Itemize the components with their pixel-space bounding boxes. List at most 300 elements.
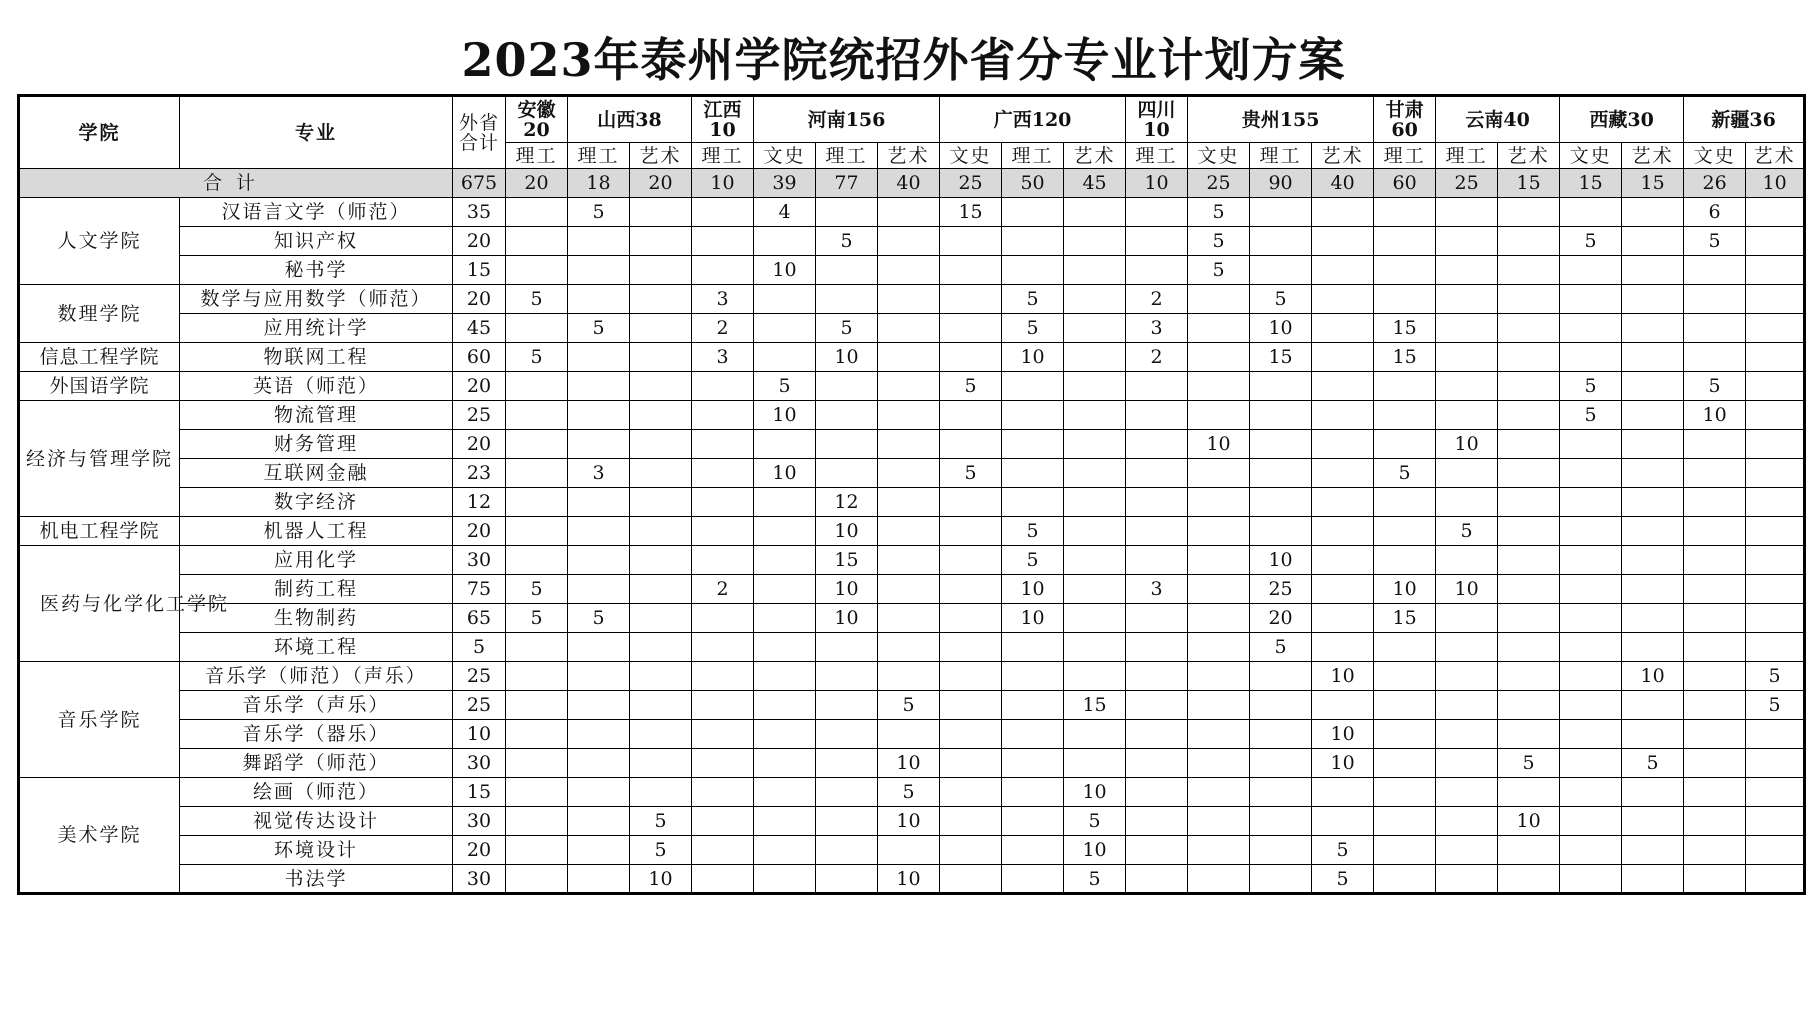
value-cell: 5 [1560, 227, 1622, 256]
value-cell [1436, 836, 1498, 865]
table-row [19, 198, 1805, 227]
value-cell [1312, 256, 1374, 285]
value-cell [692, 546, 754, 575]
total-cell: 15 [1498, 169, 1560, 198]
table-row [19, 546, 1805, 575]
value-cell [1684, 749, 1746, 778]
value-cell [1622, 720, 1684, 749]
value-cell [1746, 401, 1805, 430]
value-cell [1622, 256, 1684, 285]
value-cell [1560, 459, 1622, 488]
major-cell: 音乐学（器乐） [180, 720, 453, 749]
value-cell [692, 691, 754, 720]
value-cell [1622, 836, 1684, 865]
value-cell: 3 [1126, 575, 1188, 604]
subject-header: 理工 [1436, 143, 1498, 169]
value-cell [1188, 285, 1250, 314]
value-cell [692, 633, 754, 662]
value-cell [1746, 778, 1805, 807]
value-cell [692, 459, 754, 488]
value-cell [568, 430, 630, 459]
value-cell: 10 [754, 401, 816, 430]
value-cell [1560, 517, 1622, 546]
value-cell [568, 227, 630, 256]
value-cell: 5 [878, 691, 940, 720]
value-cell [754, 720, 816, 749]
value-cell [1312, 575, 1374, 604]
value-cell [1436, 720, 1498, 749]
college-cell: 信息工程学院 [19, 343, 180, 372]
value-cell [1746, 604, 1805, 633]
value-cell [568, 633, 630, 662]
table-row [19, 488, 1805, 517]
value-cell [1498, 836, 1560, 865]
value-cell [1622, 546, 1684, 575]
value-cell [1746, 575, 1805, 604]
value-cell [692, 256, 754, 285]
province-name: 四川 [1137, 98, 1176, 121]
province-header [940, 96, 1126, 143]
value-cell [754, 604, 816, 633]
value-cell [940, 604, 1002, 633]
table-row [19, 720, 1805, 749]
value-cell [940, 865, 1002, 894]
value-cell [1684, 546, 1746, 575]
value-cell: 5 [940, 459, 1002, 488]
value-cell [1188, 836, 1250, 865]
value-cell: 5 [1312, 836, 1374, 865]
value-cell: 5 [1250, 633, 1312, 662]
value-cell [816, 401, 878, 430]
value-cell [1560, 836, 1622, 865]
value-cell [754, 575, 816, 604]
value-cell: 12 [816, 488, 878, 517]
value-cell [940, 778, 1002, 807]
value-cell: 25 [453, 662, 506, 691]
value-cell [1684, 720, 1746, 749]
value-cell [1126, 430, 1188, 459]
value-cell [630, 401, 692, 430]
value-cell [1250, 198, 1312, 227]
value-cell [754, 807, 816, 836]
value-cell [1622, 227, 1684, 256]
value-cell [940, 343, 1002, 372]
value-cell [1188, 546, 1250, 575]
value-cell [506, 459, 568, 488]
value-cell [1746, 459, 1805, 488]
value-cell [568, 285, 630, 314]
value-cell [1746, 633, 1805, 662]
value-cell [1312, 633, 1374, 662]
major-cell: 应用统计学 [180, 314, 453, 343]
value-cell [1250, 517, 1312, 546]
value-cell [1560, 256, 1622, 285]
value-cell [630, 343, 692, 372]
value-cell [1498, 314, 1560, 343]
value-cell [754, 343, 816, 372]
value-cell: 25 [1250, 575, 1312, 604]
value-cell: 15 [816, 546, 878, 575]
value-cell: 5 [1002, 314, 1064, 343]
value-cell [1374, 401, 1436, 430]
value-cell: 15 [1064, 691, 1126, 720]
table-row [19, 227, 1805, 256]
value-cell [506, 691, 568, 720]
value-cell [692, 430, 754, 459]
value-cell [1250, 749, 1312, 778]
value-cell [816, 633, 878, 662]
value-cell: 5 [453, 633, 506, 662]
value-cell [1746, 749, 1805, 778]
value-cell [1622, 517, 1684, 546]
value-cell [1002, 720, 1064, 749]
value-cell [1560, 546, 1622, 575]
province-count: 156 [845, 108, 886, 131]
value-cell [568, 372, 630, 401]
value-cell [1684, 778, 1746, 807]
value-cell [754, 285, 816, 314]
province-name: 西藏 [1589, 108, 1628, 131]
value-cell: 10 [1250, 546, 1312, 575]
value-cell [1126, 778, 1188, 807]
value-cell [1126, 633, 1188, 662]
value-cell [1374, 691, 1436, 720]
value-cell [1746, 227, 1805, 256]
value-cell [1312, 198, 1374, 227]
value-cell: 10 [1002, 575, 1064, 604]
value-cell [1746, 720, 1805, 749]
major-cell: 物联网工程 [180, 343, 453, 372]
value-cell: 20 [453, 430, 506, 459]
subject-header: 理工 [1374, 143, 1436, 169]
value-cell: 10 [1312, 662, 1374, 691]
value-cell [940, 517, 1002, 546]
subject-header: 理工 [816, 143, 878, 169]
value-cell [1002, 198, 1064, 227]
value-cell [1746, 807, 1805, 836]
value-cell [1188, 749, 1250, 778]
value-cell: 10 [630, 865, 692, 894]
value-cell [878, 662, 940, 691]
value-cell [940, 546, 1002, 575]
table-row [19, 836, 1805, 865]
value-cell [940, 488, 1002, 517]
value-cell [630, 633, 692, 662]
value-cell [1002, 227, 1064, 256]
value-cell [940, 662, 1002, 691]
value-cell [1064, 488, 1126, 517]
value-cell: 5 [1560, 401, 1622, 430]
value-cell [1002, 662, 1064, 691]
value-cell [506, 807, 568, 836]
total-cell: 26 [1684, 169, 1746, 198]
value-cell [1002, 865, 1064, 894]
value-cell [754, 517, 816, 546]
value-cell [1498, 575, 1560, 604]
value-cell [1436, 488, 1498, 517]
value-cell: 20 [453, 836, 506, 865]
major-cell: 音乐学（师范）（声乐） [180, 662, 453, 691]
value-cell [1312, 372, 1374, 401]
value-cell [692, 778, 754, 807]
value-cell [1436, 604, 1498, 633]
value-cell [1188, 807, 1250, 836]
value-cell [506, 720, 568, 749]
value-cell [630, 604, 692, 633]
major-cell: 舞蹈学（师范） [180, 749, 453, 778]
province-header [1374, 96, 1436, 143]
value-cell [1560, 198, 1622, 227]
province-count: 10 [709, 118, 736, 141]
subject-header: 艺术 [1498, 143, 1560, 169]
value-cell [568, 807, 630, 836]
value-cell [1622, 633, 1684, 662]
table-row [19, 691, 1805, 720]
value-cell [568, 691, 630, 720]
value-cell: 10 [1250, 314, 1312, 343]
value-cell [1374, 517, 1436, 546]
value-cell [816, 372, 878, 401]
value-cell [1746, 372, 1805, 401]
value-cell [1684, 604, 1746, 633]
value-cell: 10 [878, 807, 940, 836]
province-count: 40 [1503, 108, 1530, 131]
value-cell [1250, 691, 1312, 720]
value-cell [1684, 285, 1746, 314]
value-cell [1560, 604, 1622, 633]
total-cell: 60 [1374, 169, 1436, 198]
table-row [19, 517, 1805, 546]
value-cell [1560, 720, 1622, 749]
value-cell [1374, 633, 1436, 662]
value-cell [1498, 691, 1560, 720]
value-cell: 5 [1560, 372, 1622, 401]
value-cell [878, 546, 940, 575]
value-cell: 5 [878, 778, 940, 807]
value-cell [1188, 488, 1250, 517]
value-cell: 10 [1312, 720, 1374, 749]
value-cell [1374, 488, 1436, 517]
value-cell [630, 691, 692, 720]
value-cell [1250, 720, 1312, 749]
value-cell: 2 [692, 575, 754, 604]
value-cell [1622, 575, 1684, 604]
value-cell [506, 749, 568, 778]
value-cell [1188, 865, 1250, 894]
value-cell [1560, 865, 1622, 894]
value-cell [878, 604, 940, 633]
value-cell [1684, 865, 1746, 894]
major-cell: 物流管理 [180, 401, 453, 430]
total-cell: 50 [1002, 169, 1064, 198]
province-count: 10 [1143, 118, 1170, 141]
plan-table [17, 94, 1806, 895]
value-cell [568, 488, 630, 517]
value-cell: 20 [453, 227, 506, 256]
value-cell: 20 [453, 372, 506, 401]
major-cell: 绘画（师范） [180, 778, 453, 807]
value-cell [1002, 778, 1064, 807]
province-name: 甘肃 [1385, 98, 1424, 121]
value-cell [1064, 256, 1126, 285]
value-cell [630, 430, 692, 459]
value-cell [1374, 198, 1436, 227]
value-cell [1622, 430, 1684, 459]
value-cell [1374, 372, 1436, 401]
value-cell: 10 [1002, 604, 1064, 633]
value-cell [692, 517, 754, 546]
value-cell [1064, 372, 1126, 401]
value-cell: 20 [453, 285, 506, 314]
value-cell [1622, 198, 1684, 227]
province-name: 贵州 [1241, 108, 1280, 131]
value-cell [692, 749, 754, 778]
value-cell [1622, 488, 1684, 517]
value-cell: 5 [506, 575, 568, 604]
value-cell [940, 430, 1002, 459]
value-cell [1312, 778, 1374, 807]
value-cell [878, 459, 940, 488]
value-cell [1684, 633, 1746, 662]
college-cell: 机电工程学院 [19, 517, 180, 546]
value-cell [1436, 546, 1498, 575]
value-cell [1684, 517, 1746, 546]
value-cell [1064, 546, 1126, 575]
value-cell: 15 [1250, 343, 1312, 372]
value-cell [630, 314, 692, 343]
value-cell [1250, 256, 1312, 285]
value-cell: 10 [1436, 430, 1498, 459]
value-cell [878, 314, 940, 343]
value-cell [1188, 575, 1250, 604]
header-total: 外省合计 [453, 96, 506, 169]
value-cell: 5 [816, 314, 878, 343]
value-cell [878, 401, 940, 430]
province-count: 155 [1279, 108, 1320, 131]
value-cell [816, 430, 878, 459]
value-cell [1560, 633, 1622, 662]
value-cell [940, 633, 1002, 662]
value-cell [1064, 749, 1126, 778]
value-cell [568, 662, 630, 691]
value-cell [506, 401, 568, 430]
major-cell: 知识产权 [180, 227, 453, 256]
subject-header: 文史 [754, 143, 816, 169]
value-cell: 5 [568, 604, 630, 633]
subject-header: 文史 [1684, 143, 1746, 169]
value-cell: 65 [453, 604, 506, 633]
value-cell [1436, 343, 1498, 372]
value-cell [1312, 430, 1374, 459]
value-cell [1126, 256, 1188, 285]
province-count: 120 [1031, 108, 1072, 131]
value-cell [940, 256, 1002, 285]
value-cell [878, 836, 940, 865]
value-cell [692, 807, 754, 836]
major-cell: 财务管理 [180, 430, 453, 459]
province-name: 河南 [807, 108, 846, 131]
value-cell [630, 372, 692, 401]
value-cell [1126, 198, 1188, 227]
value-cell [754, 430, 816, 459]
total-cell: 20 [630, 169, 692, 198]
value-cell [878, 633, 940, 662]
value-cell [1250, 488, 1312, 517]
table-row [19, 372, 1805, 401]
value-cell: 10 [1312, 749, 1374, 778]
value-cell [1374, 865, 1436, 894]
subject-header: 艺术 [1746, 143, 1805, 169]
value-cell [692, 198, 754, 227]
table-row [19, 285, 1805, 314]
major-cell: 机器人工程 [180, 517, 453, 546]
major-cell: 互联网金融 [180, 459, 453, 488]
value-cell [1560, 807, 1622, 836]
value-cell [1436, 662, 1498, 691]
subject-header: 文史 [940, 143, 1002, 169]
value-cell [1374, 430, 1436, 459]
value-cell [940, 285, 1002, 314]
value-cell: 10 [1684, 401, 1746, 430]
value-cell [878, 517, 940, 546]
value-cell: 5 [568, 198, 630, 227]
total-cell: 10 [1126, 169, 1188, 198]
header-college: 学院 [19, 96, 180, 169]
value-cell [940, 575, 1002, 604]
subject-header: 理工 [1250, 143, 1312, 169]
value-cell [1188, 517, 1250, 546]
subject-header: 艺术 [878, 143, 940, 169]
value-cell: 5 [506, 604, 568, 633]
subject-header: 理工 [506, 143, 568, 169]
province-header [692, 96, 754, 143]
province-header [754, 96, 940, 143]
college-cell: 音乐学院 [19, 662, 180, 778]
value-cell [1746, 546, 1805, 575]
value-cell [568, 720, 630, 749]
value-cell: 5 [1622, 749, 1684, 778]
value-cell [568, 256, 630, 285]
table-row [19, 633, 1805, 662]
value-cell [940, 720, 1002, 749]
total-cell: 675 [453, 169, 506, 198]
college-cell: 数理学院 [19, 285, 180, 343]
value-cell [1436, 691, 1498, 720]
value-cell [1374, 662, 1436, 691]
value-cell [568, 517, 630, 546]
province-header [1126, 96, 1188, 143]
value-cell [1684, 459, 1746, 488]
value-cell [754, 836, 816, 865]
value-cell: 3 [1126, 314, 1188, 343]
value-cell [1746, 836, 1805, 865]
table-row [19, 749, 1805, 778]
value-cell [940, 836, 1002, 865]
value-cell [568, 343, 630, 372]
value-cell [630, 459, 692, 488]
value-cell: 20 [1250, 604, 1312, 633]
value-cell [630, 227, 692, 256]
value-cell [630, 256, 692, 285]
value-cell [1560, 691, 1622, 720]
value-cell [1684, 807, 1746, 836]
subject-header: 理工 [1002, 143, 1064, 169]
value-cell [506, 488, 568, 517]
value-cell [1064, 720, 1126, 749]
province-header [1560, 96, 1684, 143]
table-row [19, 778, 1805, 807]
value-cell [1498, 401, 1560, 430]
